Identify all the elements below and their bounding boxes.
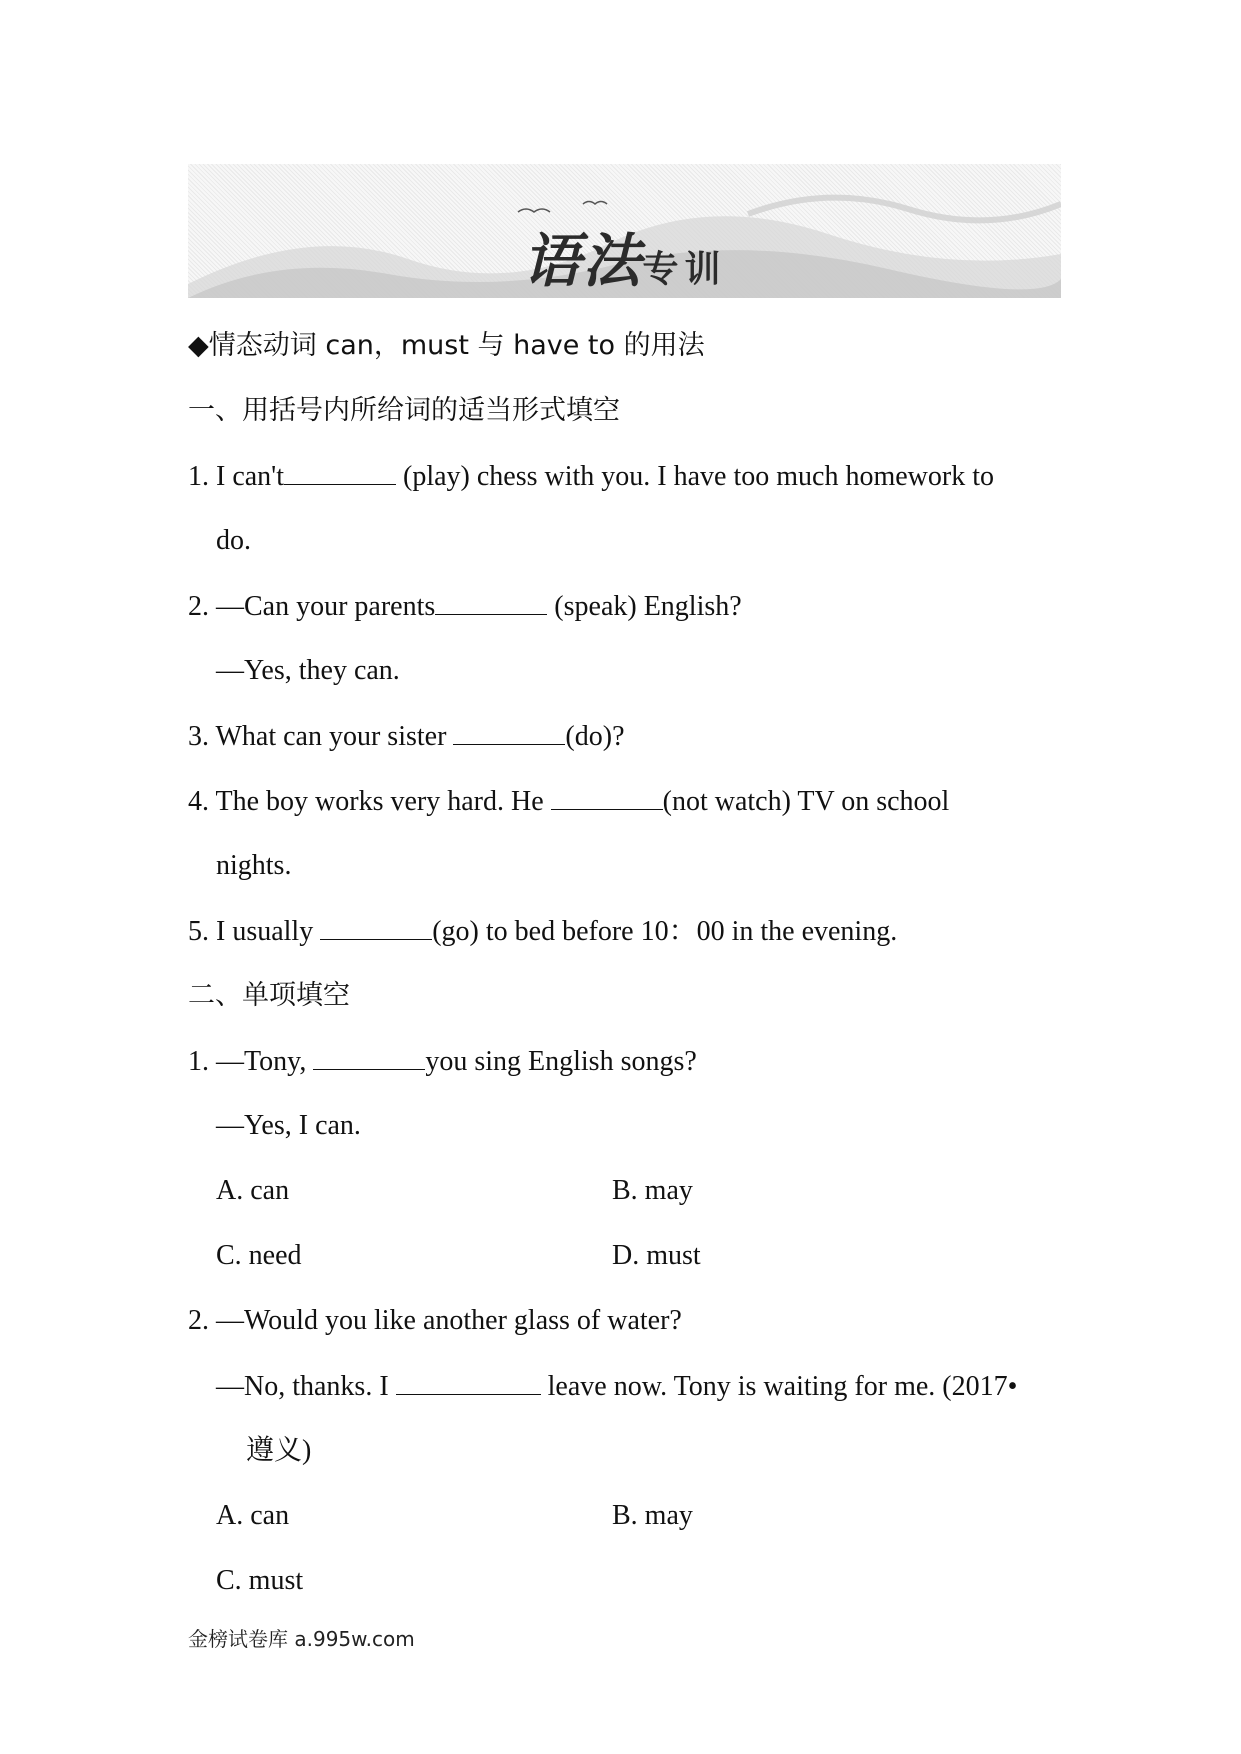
answer-blank[interactable] xyxy=(435,588,547,615)
s1-q3-pre: 3. What can your sister xyxy=(188,721,454,752)
s2-q2-continued: 遵义) xyxy=(246,1435,312,1466)
s1-q1-post: (play) chess with you. I have too much homework to xyxy=(396,461,994,492)
s1-question-4 xyxy=(188,783,949,820)
s1-q2-answer: —Yes, they can. xyxy=(216,655,400,686)
s1-question-3 xyxy=(188,718,625,755)
answer-blank[interactable] xyxy=(284,458,396,485)
s1-q4-post: (not watch) TV on school xyxy=(662,786,950,817)
s1-q2-pre: 2. —Can your parents xyxy=(188,591,436,622)
s2-q2-pre: —No, thanks. I xyxy=(216,1371,396,1402)
answer-blank[interactable] xyxy=(551,783,663,810)
s1-q1-pre: 1. I can't xyxy=(188,461,285,492)
answer-blank[interactable] xyxy=(320,913,432,940)
s2-q2-option-b[interactable]: B. may xyxy=(612,1500,693,1531)
s2-q1-pre: 1. —Tony, xyxy=(188,1046,314,1077)
s1-question-5 xyxy=(188,913,897,950)
s1-question-1 xyxy=(188,458,994,495)
s2-q2-prompt xyxy=(216,1368,1017,1405)
s1-q1-continued: do. xyxy=(216,525,251,556)
answer-blank[interactable] xyxy=(396,1368,541,1395)
header-banner xyxy=(188,164,1061,298)
s2-q1-option-b[interactable]: B. may xyxy=(612,1175,693,1206)
topic-heading: ◆情态动词 can，must 与 have to 的用法 xyxy=(188,330,705,361)
s1-q4-continued: nights. xyxy=(216,850,292,881)
answer-blank[interactable] xyxy=(453,718,565,745)
s2-q2-post: leave now. Tony is waiting for me. (2017• xyxy=(540,1371,1018,1402)
s2-q1-post: you sing English songs? xyxy=(425,1046,697,1077)
s2-question-2: 2. —Would you like another glass of water? xyxy=(188,1305,682,1336)
banner-title xyxy=(188,214,1061,298)
s2-q1-option-d[interactable]: D. must xyxy=(612,1240,701,1271)
footer-source: 金榜试卷库 a.995w.com xyxy=(188,1627,415,1651)
s2-q1-option-a[interactable]: A. can xyxy=(216,1175,290,1206)
banner-title-main: 语法 xyxy=(522,227,643,295)
s1-question-2 xyxy=(188,588,742,625)
s1-q5-post: (go) to bed before 10：00 in the evening. xyxy=(432,916,898,947)
s2-q1-option-c[interactable]: C. need xyxy=(216,1240,302,1271)
s1-q4-pre: 4. The boy works very hard. He xyxy=(188,786,551,817)
section2-heading: 二、单项填空 xyxy=(188,980,350,1011)
s2-q2-option-a[interactable]: A. can xyxy=(216,1500,290,1531)
section1-heading: 一、用括号内所给词的适当形式填空 xyxy=(188,395,620,426)
banner-title-sub: 专训 xyxy=(642,248,727,290)
s1-q5-pre: 5. I usually xyxy=(188,916,321,947)
s2-q2-option-c[interactable]: C. must xyxy=(216,1565,304,1596)
s2-q1-answer: —Yes, I can. xyxy=(216,1110,361,1141)
s1-q2-post: (speak) English? xyxy=(547,591,742,622)
s2-question-1 xyxy=(188,1043,697,1080)
answer-blank[interactable] xyxy=(313,1043,425,1070)
s1-q3-post: (do)? xyxy=(565,721,625,752)
